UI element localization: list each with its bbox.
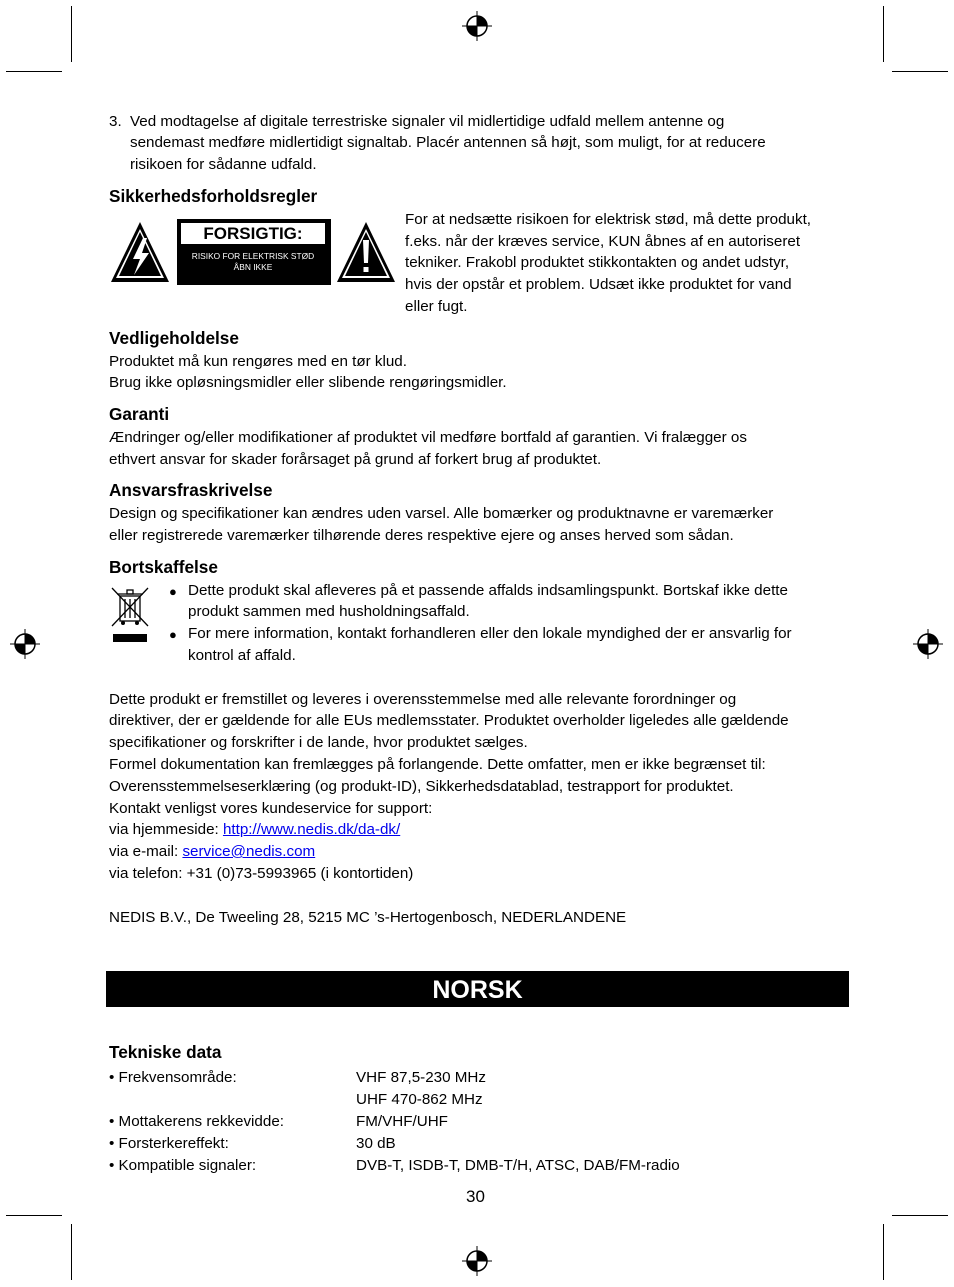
- paragraph-line: Kontakt venligst vores kundeservice for support:: [109, 800, 433, 817]
- caution-text: RISIKO FOR ELEKTRISK STØD: [191, 251, 315, 261]
- caution-label: [177, 219, 331, 285]
- caution-text: ÅBN IKKE: [233, 262, 273, 272]
- exclamation-warning-icon: [335, 220, 397, 284]
- paragraph-line: sendemast medføre midlertidigt signaltab. Placér antennen så højt, som muligt, for at reducere: [130, 134, 766, 151]
- section-heading: Garanti: [109, 404, 170, 424]
- paragraph-line: ethvert ansvar for skader forårsaget på grund af forkert brug af produktet.: [109, 451, 602, 468]
- paragraph-line: Brug ikke opløsningsmidler eller slibende rengøringsmidler.: [109, 374, 507, 391]
- crop-mark: [883, 6, 884, 62]
- list-item: kontrol af affald.: [188, 647, 296, 664]
- list-item: Dette produkt skal afleveres på et passende affalds indsamlingspunkt. Bortskaf ikke dette: [188, 582, 788, 599]
- paragraph-line: eller fugt.: [405, 298, 468, 315]
- paragraph-line: tekniker. Frakobl produktet stikkontakten og andet udstyr,: [405, 254, 790, 271]
- paragraph-line: Formel dokumentation kan fremlægges på forlangende. Dette omfatter, men er ikke begrænset til:: [109, 756, 766, 773]
- language-section-title: NORSK: [106, 971, 849, 1007]
- crop-mark: [71, 6, 72, 62]
- list-number: 3.: [109, 113, 122, 130]
- spec-label: • Frekvensområde:: [109, 1069, 237, 1086]
- page-number: 30: [466, 1187, 485, 1206]
- bullet-icon: ●: [169, 584, 177, 599]
- crop-mark: [71, 1224, 72, 1280]
- address-line: NEDIS B.V., De Tweeling 28, 5215 MC ’s-Hertogenbosch, NEDERLANDENE: [109, 909, 627, 926]
- website-link[interactable]: http://www.nedis.dk/da-dk/: [222, 821, 401, 838]
- crop-mark: [6, 1215, 62, 1216]
- spec-value: VHF 87,5-230 MHz: [356, 1069, 486, 1086]
- phone-line: via telefon: +31 (0)73-5993965 (i kontortiden): [109, 865, 414, 882]
- registration-mark-icon: [913, 629, 943, 659]
- paragraph-line: eller registrerede varemærker tilhørende deres respektive ejere og anses herved som sådan.: [109, 527, 734, 544]
- spec-value: 30 dB: [356, 1135, 396, 1152]
- paragraph-line: Ved modtagelse af digitale terrestriske signaler vil midlertidige udfald mellem antenne og: [130, 113, 725, 130]
- spec-label: • Kompatible signaler:: [109, 1157, 257, 1174]
- section-heading: Bortskaffelse: [109, 557, 218, 577]
- paragraph-line: Ændringer og/eller modifikationer af produktet vil medføre bortfald af garantien. Vi fralægger os: [109, 429, 747, 446]
- paragraph-line: For at nedsætte risikoen for elektrisk stød, må dette produkt,: [405, 211, 812, 228]
- caution-title: FORSIGTIG:: [181, 223, 325, 244]
- crossed-out-bin-icon: [110, 585, 150, 645]
- crop-mark: [892, 71, 948, 72]
- electric-shock-warning-icon: [109, 220, 171, 284]
- section-heading: Ansvarsfraskrivelse: [109, 480, 273, 500]
- paragraph-line: specifikationer og forskrifter i de lande, hvor produktet sælges.: [109, 734, 528, 751]
- section-heading: Sikkerhedsforholdsregler: [109, 186, 318, 206]
- website-label: via hjemmeside:: [109, 821, 223, 838]
- registration-mark-icon: [462, 11, 492, 41]
- paragraph-line: f.eks. når der kræves service, KUN åbnes af en autoriseret: [405, 233, 801, 250]
- bullet-icon: ●: [169, 627, 177, 642]
- paragraph-line: hvis der opstår et problem. Udsæt ikke produktet for vand: [405, 276, 792, 293]
- crop-mark: [883, 1224, 884, 1280]
- paragraph-line: Dette produkt er fremstillet og leveres i overensstemmelse med alle relevante forordninger og: [109, 691, 737, 708]
- spec-value: FM/VHF/UHF: [356, 1113, 448, 1130]
- paragraph-line: Design og specifikationer kan ændres uden varsel. Alle bomærker og produktnavne er varemærker: [109, 505, 774, 522]
- list-item: produkt sammen med husholdningsaffald.: [188, 603, 470, 620]
- email-line: [109, 843, 315, 861]
- paragraph-line: direktiver, der er gældende for alle EUs medlemsstater. Produktet overholder ligeledes alle gældende: [109, 712, 789, 729]
- spec-value: UHF 470-862 MHz: [356, 1091, 483, 1108]
- crop-mark: [892, 1215, 948, 1216]
- registration-mark-icon: [462, 1246, 492, 1276]
- email-label: via e-mail:: [109, 843, 183, 860]
- paragraph-line: Overensstemmelseserklæring (og produkt-ID), Sikkerhedsdatablad, testrapport for produktet.: [109, 778, 734, 795]
- crop-mark: [6, 71, 62, 72]
- website-line: [109, 821, 400, 839]
- section-heading: Vedligeholdelse: [109, 328, 239, 348]
- paragraph-line: risikoen for sådanne udfald.: [130, 156, 317, 173]
- paragraph-line: Produktet må kun rengøres med en tør klud.: [109, 353, 407, 370]
- spec-label: • Mottakerens rekkevidde:: [109, 1113, 284, 1130]
- email-link[interactable]: service@nedis.com: [182, 843, 316, 860]
- spec-label: • Forsterkereffekt:: [109, 1135, 229, 1152]
- registration-mark-icon: [10, 629, 40, 659]
- list-item: For mere information, kontakt forhandleren eller den lokale myndighed der er ansvarlig for: [188, 625, 792, 642]
- spec-value: DVB-T, ISDB-T, DMB-T/H, ATSC, DAB/FM-radio: [356, 1157, 680, 1174]
- section-heading: Tekniske data: [109, 1042, 222, 1062]
